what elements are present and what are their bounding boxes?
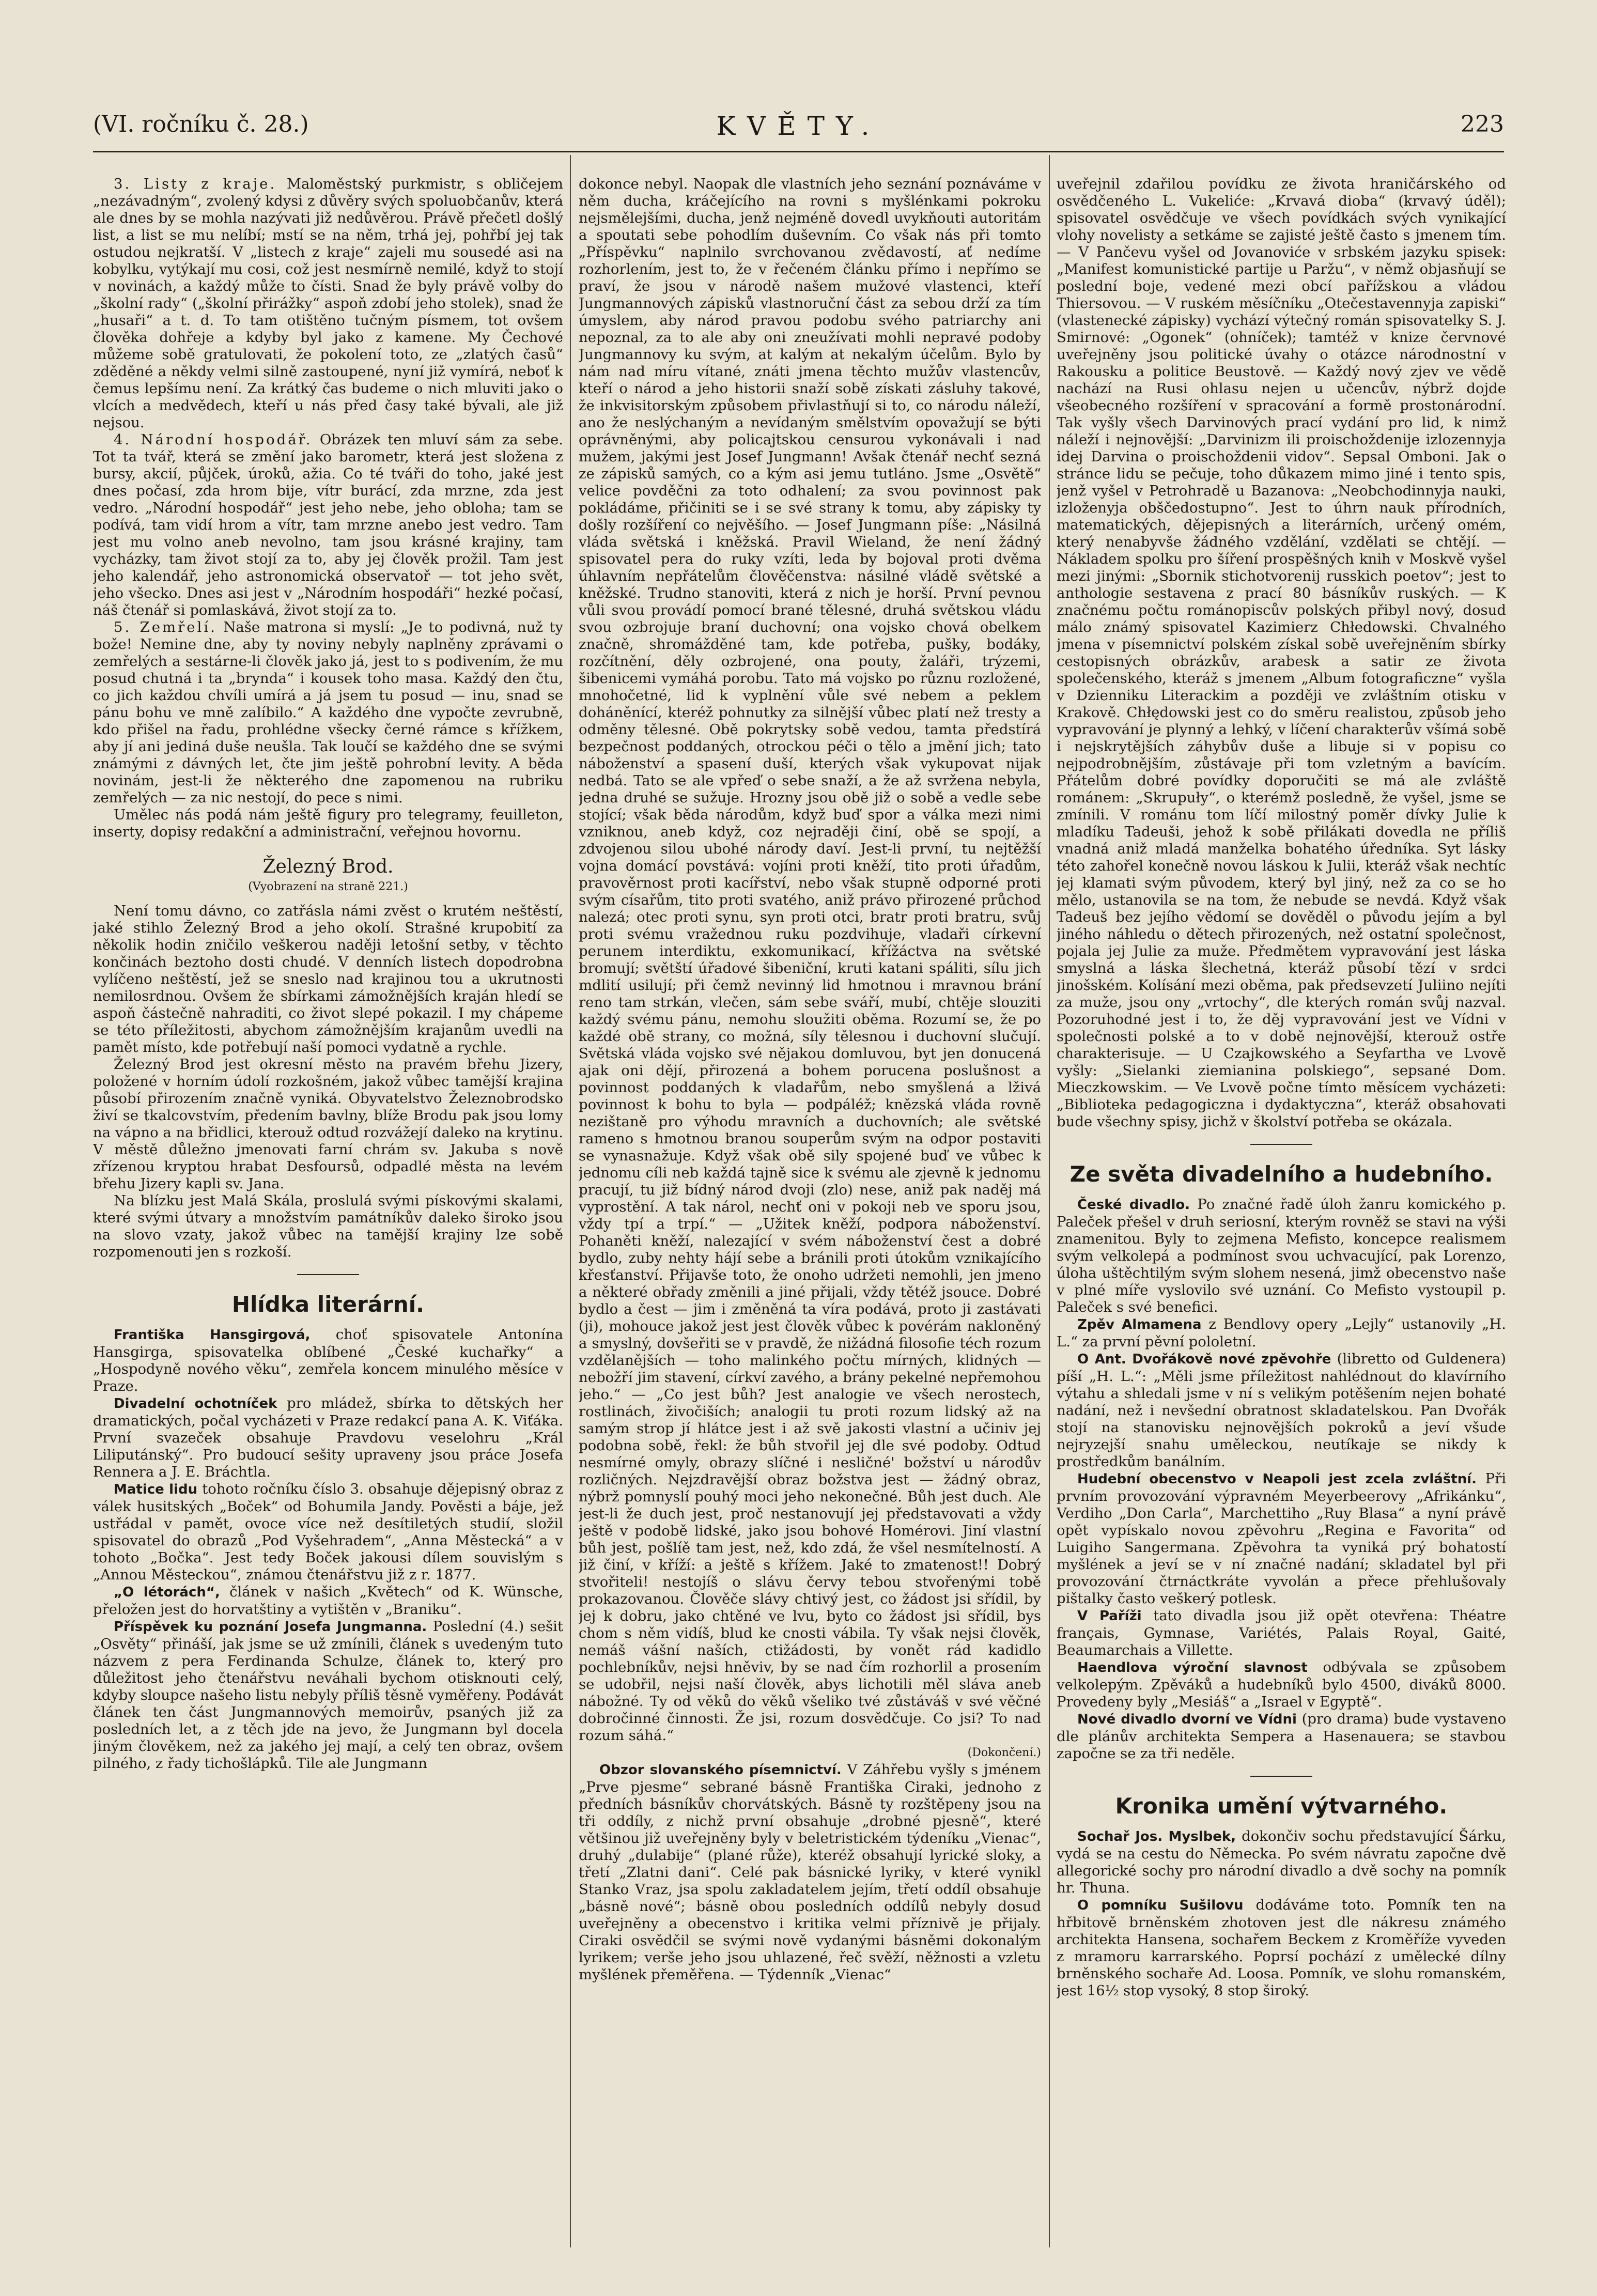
section-heading: Kronika umění výtvarného. bbox=[1115, 1793, 1448, 1819]
column-left bbox=[93, 176, 563, 2237]
section-rule bbox=[297, 1274, 359, 1275]
column-right bbox=[1057, 176, 1506, 2237]
paragraph: Divadelní ochotníček pro mládež, sbírka to dětských her dramatických, počal vycházeti v Praze redakcí pana A. K. Viťáka. První svazeček obsahuje Pravdovu veselohru „Král Liliputánský“. Pro budoucí sešity upraveny jsou práce Josefa Rennera a J. E. Bráchtla. bbox=[93, 1395, 563, 1480]
paragraph: Příspěvek ku poznání Josefa Jungmanna. Poslední (4.) sešit „Osvěty“ přináší, jak jsme se už zmínili, článek s uvedeným tuto názvem z pera Ferdinanda Schulze, článek to, který pro důležitost jeho čtenářstvu neváhali bychom otisknouti celý, kdyby sloupce našeho listu nebyly příliš těsně vyměřeny. Podávát článek ten část Jungmannových memoirův, psaných již za posledních let, a z těch jde na jevo, že Jungmann byl docela jiným člověkem, než za jakého jej mají, a celý ten obraz, ovšem pilného, z řady tichošlápků. Tile ale Jungmann bbox=[93, 1618, 563, 1772]
section-heading: Hlídka literární. bbox=[231, 1292, 425, 1317]
paragraph: Umělec nás podá nám ještě figury pro telegramy, feuilleton, inserty, dopisy redakční a administrační, veřejnou hovornu. bbox=[93, 806, 563, 840]
paragraph: Zpěv Almamena z Bendlovy opery „Lejly“ ustanovily „H. L.“ za první pěvní pololetní. bbox=[1057, 1316, 1506, 1350]
paragraph: O Ant. Dvořákově nové zpěvohře (libretto od Guldenera) píší „H. L.“: „Měli jsme příležitost nahlédnout do klavírního výtahu a shledali jsme v ní s velikým potěšením nejen bohaté nadání, než i nevšední obratnost skladatelskou. Pan Dvořák stojí na stanovisku nejnovějších pokroků a jeví všude nejryzejší snahu uměleckou, neutíkaje se nikdy k prostředkům banálním. bbox=[1057, 1351, 1506, 1470]
issue-label: (VI. ročníku č. 28.) bbox=[93, 111, 309, 137]
paragraph: Františka Hansgirgová, choť spisovatele Antonína Hansgirga, spisovatelka oblíbené „České kuchařky“ a „Hospodyně nového věku“, zemřela koncem minulého měsíce v Praze. bbox=[93, 1326, 563, 1394]
paragraph: 5. Zemřelí. Naše matrona si myslí: „Je to podivná, nuž ty bože! Nemine dne, aby ty noviny nebyly naplněny zprávami o zemřelých a sestárne-li člověk jako já, jest to s podivením, že mu posud chutná i ta „brynda“ i kousek toho masa. Každý den čtu, co jich každou chvíli umírá a já jsem tu posud — inu, snad se pánu bohu ve mně zalíbilo.“ A každého dne vypočte zevrubně, kdo přišel na řadu, prohlédne všecky černé rámce s křížkem, aby jí ani jediná duše neušla. Tak loučí se každého dne se svými známými z dávných let, čte jim ještě pohrobní levity. A běda novinám, jest-li že některého dne zapomenou na rubriku zemřelých — za nic nestojí, do pece s nimi. bbox=[93, 619, 563, 806]
section-rule bbox=[1250, 1144, 1312, 1145]
paragraph: Matice lidu tohoto ročníku číslo 3. obsahuje dějepisný obraz z válek husitských „Boček“ od Bohumila Jandy. Pověsti a báje, jež ustřádal v pamět, ovoce více než desítiletých studií, složil spisovatel do obrazů „Pod Vyšehradem“, „Anna Městecká“ a v tohoto „Bočka“. Jest tedy Boček jakousi dílem souvislým s „Annou Městeckou“, známou čtenářstvu již z r. 1877. bbox=[93, 1481, 563, 1583]
paragraph: dokonce nebyl. Naopak dle vlastních jeho seznání poznáváme v něm ducha, kráčejícího na rovni s myšlénkami pokroku nejsmělejšími, ducha, jenž nejméně dovedl uvykňouti autoritám a spoutati sebe pohodlím duševním. Co však nás při tomto „Příspěvku“ naplnilo svrchovanou zvědavostí, ať nedíme rozhorlením, jest to, že v řečeném článku přímo i nepřímo se praví, že jsou v národě našem mužové vlastenci, kteří Jungmannových zápisků vlastnoruční část za sebou drží za tím úmyslem, aby národ pravou podobu svého patriarchy ani nepoznal, za to ale aby oni zneužívati mohli nepravé podoby Jungmannovy ku svým, at kalým at nekalým účelům. Bylo by nám nad míru vítané, znáti jmena těchto mužův vlastencův, kteří o národ a jeho historii snaží sobě získati zásluhy takové, že inkvisitorským způsobem přivlastňují si to, co národu náleží, ano že neslýchaným a nevídaným smělstvím opovažují se býti oprávněnými, aby policajtskou censurou vykonávali i nad mužem, jakými jest Josef Jungmann! Avšak čtenář nechť sezná ze zápisků samých, co a kým asi jemu tutláno. Jsme „Osvětě“ velice povděčni za toto odhalení; za svou povinnost pak pokládáme, přičiniti se i se své strany k tomu, aby zápisky ty došly rozšíření co nejvěšího. — Josef Jungmann píše: „Násilná vláda světská i kněžská. Pravil Wieland, že není žádný spisovatel pera do ruky vzíti, leda by bojoval proti dvěma úhlavním nepřátelům člověčenstva: násilné vládě světské a kněžské. Trudno stanoviti, která z nich je horší. První pevnou vůli svou provádí pomocí brané tělesné, druhá světskou vládu svou ozbrojuje braní duchovní; ona vojsko chová obelkem značně, shromážděné tam, kde potřeba, pušky, bodáky, rozčítnění, děly ozbrojené, ona pouty, žaláři, trýzemi, šibenicemi vymáhá porobu. Tato má vojsko po různu rozložené, mnohočetné, lid k vyplnění vůle své nebem a peklem doháněnící, kteréž pohnutky za silnější vůbec platí než tresty a odměny tělesné. Obě pokrytsky sobě vedou, tamta předstírá bezpečnost poddaných, otrockou péči o tělo a jmění jich; tato náboženství a spasení duší, kterých však vykupovat nijak nedbá. Tato se ale vpřeď o sebe snaží, a že až svržena nebyla, jedna druhé se sužuje. Hrozny jsou obě již o sobě a vedle sebe stojící; však běda národům, když buď spor a válka mezi nimi vzniknou, aneb když, coz nejraději činí, obě se spojí, a zdvojenou silou ubohé národy daví. Jest-li první, tu nejtěžší vojna domácí povstává: vojíni proti kněží, tito proti úřadům, pravověrnost proti kacířství, nebo však stupně odporné proti svým císařům, tito proti svatého, aniž právo přirozené průchod nalezá; otec proti synu, syn proti otci, bratr proti bratru, svůj proti svému vražednou ruku pozdvihuje, vladaři církevní perunem interdiktu, exkomunikací, křížáctva na světské bromují; světští úřadové šibeniční, kruti katani spáliti, sílu jich mdlití usilují; při čemž nevinný lid hmotnou i mravnou brání reno tam strkán, vlečen, sám sebe sváří, mubí, chtěje slouziti každý svému pánu, nemohu sloužiti oběma. Rozumí se, že po každé obě strany, co možná, síly tělesnou i duchovní slučují. Světská vláda vojsko své nějakou domluvou, byt jen donucená ajak oni dějí, přirozená a bohem porucena poslušnost a povinnost poddaných k vladařům, nebo smyšlená a lživá povinnost k bohu to byla — podpáléž; knězská vláda rovně nezištaně pro výhodu mravních a duchovních; ale světské rameno s hmotnou branou souperům svým na odpor postaviti se vynasnažuje. Když však obě sily spojené buď ve vůbec k jednomu cíli neb každá tajně sice k svému ale zjevně k jednomu pracují, tu již bídný národ dvoji (zlo) nese, aniž pak naděj má vyprostění. A tak nárol, nechť oni v pokoji neb ve sporu jsou, vždy tpí a trpí.“ — „Užitek kněží, podpora náboženství. Pohaněti kněží, nalezající v svém náboženství čest a dobré bydlo, zuby nehty hájí sebe a bránili proti útokům vznikajícího křesťanství. Přijavše toto, že onoho udržeti nemohli, jen jmeno a některé obřady změnili a jiné přijali, vždy tětéž jsouce. Dobré bydlo a čest — jim i změněná ta víra podává, proto ji zastávati (ji), mohouce jakož jest jest člověk vůbec k povérám nakloněný a smyslný, dovšeřiti se v pravdě, že nižádná filosofie téch rozum vzdělanějších — toho malinkého počtu mírných, klidných — nebožří jim stavení, církví zavého, a brány pekelné nepřemohou jeho.“ — „Co jest bůh? Jest analogie ve všech nerostech, rostlinách, živočiších; analogii tu proti rozum lidský až na samým strop jí hlátce jest i až svě jakosti vlastní a učiniv jej podobna sobě, řekl: že bůh stvořil jej dle své podoby. Odtud nesmírné omyly, obrazy slíčné i nesličné' božství u národův rozličných. Nejzdravější obraz božstva jest — žádný obraz, nýbrž pomnyslí pouhý moci jeho nekonečné. Bůh jest duch. Ale jest-li že duch jest, proč nestanovují jej představovati a vždy ještě v podobě lidské, jako jsou bohové Homérovi. Jiní vlastní bůh jest, pošlíě tam jest, než, kdo zdá, že všel nesmítelností. A již činí, v kříží: a ještě s křížem. Jaké to zmatenost!! Dobrý stvořiteli! nestojíš o slávu červy tebou stvořenými tobě prokazovanou. Člověče slávy chtivý jest, co žádost jsi sřídil, by jej k dobru, jako chtěné ve lvu, byto co žádost jsi sřídil, bys chom s něm vidíš, blud ke cnosti vábila. Ty však nejsi člověk, nemáš vášní naších, ctižádosti, by vonět rád kadidlo pochlebníkův, nejsi hněviv, by se nad čím rozhorlil a prosením se udobřil, nejsi naší člověk, abys lichotili měl sláva aneb nábožné. Ty od věků do věků všeliko tvé zůstáváš v své věčné dobročinné činnosti. Že jsi, rozum dosvědčuje. Co jsi? To nad rozum sáhá.“ bbox=[579, 176, 1041, 1744]
paragraph: Na blízku jest Malá Skála, proslulá svými pískovými skalami, které svými útvary a množstvím památníkův daleko široko jsou na slovo vzaty, jakož vůbec na tamější krajiny lze sobě rozpomenouti jen s rozkoší. bbox=[93, 1192, 563, 1260]
paragraph: Haendlova výroční slavnost odbývala se způsobem velkolepým. Zpěváků a hudebníků bylo 4500, diváků 8000. Provedeny byly „Mesiáš“ a „Israel v Egyptě“. bbox=[1057, 1659, 1506, 1710]
paragraph: uveřejnil zdařilou povídku ze života hraničárského od osvědčeného L. Vukeliće: „Krvavá dioba“ (krvavý úděl); spisovatel osvědčuje ve všech povídkách svých vynikající vlohy novelisty a setkáme se zajisté ještě často s jmenem tím. — V Pančevu vyšel od Jovanoviće v srbském jazyku spisek: „Manifest komunistické partije u Paržu“, v němž objasňují se poslední boje, vedené mezi obcí pařížskou a vládou Thiersovou. — V ruském měsíčníku „Otečestavennyja zapiski“ (vlastenecké zápisky) vychází výtečný román spisovatelky S. J. Smirnové: „Ogonek“ (ohníček); tamtéž v knize červnové uveřejněny jsou politické úvahy o otázce národnostní v Rakousku a politice Beustově. — Každý nový zjev ve vědě nachází na Rusi ohlasu nejen u učencův, nýbrž dojde všeobecného rozšíření v spracování a formě prostonárodní. Tak vyšly všech Darvinových prací vydání pro lid, k nimž náleží i nejnovější: „Darvinizm ili proischoždenije izlozennyja idej Darvina o proischoždenii vidov“. Sepsal Omboni. Jak o stránce lidu se pečuje, toho důkazem mimo jiné i tento spis, jenž vyšel v Petrohradě u Bazanova: „Neobchodinnyja nauki, izloženyja obščedostupno“. Jest to úhrn nauk přírodních, matematických, dějepisných a literárních, určený omém, který nenabyvše žádného vzdělání, vzdělati se chtějí. — Nákladem spolku pro šíření prospěšných knih v Moskvě vyšel mezi jinými: „Sbornik stichotvorenij russkich poetov“; jest to anthologie sestavena z prací 80 básníkův ruských. — K značnému počtu románopiscův polských přibyl nový, dosud málo známý spisovatel Kazimierz Chłedowski. Chvalného jmena v písemnictví polském získal sobě uveřejněním sbírky cestopisných obrázkův, arabesk a satir ze života společenského, kteráž s jmenem „Album fotograficzne“ vyšla v Dzienniku Literackim a později ve zvláštním otisku v Krakově. Chłędowski jest co do směru realistou, způsob jeho vypravování je plynný a lehký, v líčení charakterův všímá sobě i nejskrytějších záhybův duše a libuje si v popisu co nejpodrobnějším, zůstávaje při tom vzletným a bavícím. Přátelům dobré povídky doporučiti se má ale zvláště románem: „Skrupuły“, o kterémž posledně, že vyšel, jsme se zmínili. V románu tom líčí milostný poměr dívky Julie k mladíku Tadeuši, jehož k sobě přilákati dovedla ne příliš vnadná aniž mladá manželka bohatého úředníka. Syt lásky této zahořel konečně novou láskou k Julii, kteráž však nechtíc jej klamati svým původem, který byl jiný, než za co se ho mělo, ustanovila se na tom, že nebude se nevdá. Když však Tadeuš bez jejího vědomí se dověděl o původu jejím a byl jiného náhledu o dětech přirozených, než ostatní společnost, pojala jej Julie za muže. Předmětem vypravování jest láska smyslná a láska šlechetná, kteráž působí tězí v srdci jinošském. Kolísání mezi oběma, pak předsevzetí Juliino nejíti za muže, jsou ony „vrtochy“, dle kterých román svůj nazval. Pozoruhodné jest i to, že děj vypravování jest ve Vídni v společnosti polské a to v době nejnovější, kterouž ostře charakterisuje. — U Czajkowského a Seyfartha ve Lvově vyšly: „Sielanki ziemianina polskiego“, sepsané Dom. Mieczkowskim. — Ve Lvově počne tímto měsícem vycházeti: „Biblioteka pedagogiczna i dydaktyczna“, kteráž obsahovati bude všechny spisy, jichž v školství potřeba se okázala. bbox=[1057, 176, 1506, 1130]
paragraph: Obzor slovanského písemnictví. V Záhřebu vyšly s jménem „Prve pjesme“ sebrané básně Františka Ciraki, jednoho z předních básníkův chorvátských. Básně ty rozštěpeny jsou na tři oddíly, z nichž první obsahuje „drobné pjesně“, které většinou již uveřejněny byly v beletristickém týdeníku „Vienac“, druhý „dulabije“ (plané růže), kteréž obsahují lyrické sloky, a třetí „Zlatni dani“. Celé pak básnické lyriky, v které vynikl Stanko Vraz, jsa spolu zakladatelem jejím, třetí oddíl obsahuje „básně nové“; básně obou posledních oddílů nebyly dosud uveřejněny a obecenstvo i kritika velmi příznivě je přijaly. Ciraki osvědčil se svými nově vydanými básněmi dokonalým lyrikem; verše jeho jsou uhlazené, řeč svěží, něžnosti a vzletu myšlének přeměřena. — Týdenník „Vienac“ bbox=[579, 1761, 1041, 1983]
paragraph: Nové divadlo dvorní ve Vídni (pro drama) bude vystaveno dle plánův architekta Sempera a Hasenauera; se stavbou započne se za tři neděle. bbox=[1057, 1711, 1506, 1762]
paragraph: „O létorách“, článek v našich „Květech“ od K. Wünsche, přeložen jest do horvatštiny a vytištěn v „Braniku“. bbox=[93, 1584, 563, 1618]
paragraph: Sochař Jos. Myslbek, dokončiv sochu představující Šárku, vydá se na cestu do Německa. Po svém návratu započne dvě allegorické sochy pro národní divadlo a dvě sochy na pomník hr. Thuna. bbox=[1057, 1828, 1506, 1896]
paragraph: 4. Národní hospodář. Obrázek ten mluví sám za sebe. Tot ta tvář, která se změní jako barometr, která jest složena z bursy, akcií, půjček, úroků, ažia. Co té tváři do toho, jaké jest dnes počasí, zda hrom bije, vítr burácí, zda mrzne, zda jest vedro. „Národní hospodář“ jest jeho nebe, jeho obloha; tam se podívá, tam vidí hrom a vítr, tam mrzne anebo jest vedro. Tam jest mu volno aneb nevolno, tam jsou krásné krajiny, tam vycházky, tam život stojí za to, aby jej člověk prožil. Tam jest jeho kalendář, jeho astronomická observatoř — tot jeho svět, jeho všecko. Dnes asi jest v „Národním hospodáři“ hezké počasí, náš čtenář si pomlaskává, život stojí za to. bbox=[93, 431, 563, 618]
paragraph: Hudební obecenstvo v Neapoli jest zcela zvláštní. Při prvním provozování výpravném Meyerbeerovy „Afrikánku“, Verdiho „Don Carla“, Marchettiho „Ruy Blasa“ a nyní právě opět vypískalo novou zpěvohru „Regina e Favorita“ od Luigiho Sangermana. Zpěvohra ta vyniká prý bohatostí myšlének a jeví se v ní značné nadání; skladatel byl při provozování čtrnáctkráte vyvolán a přece přehlušovaly pištalky často veškerý potlesk. bbox=[1057, 1470, 1506, 1607]
paragraph: O pomníku Sušilovu dodáváme toto. Pomník ten na hřbitově brněnském zhotoven jest dle nákresu známého architekta Hansena, sochařem Beckem z Kroměříže vyveden z mramoru karrarského. Poprsí pochází z umělecké dílny brněnského sochaře Ad. Loosa. Pomník, ve slohu romanském, jest 16½ stop vysoký, 8 stop široký. bbox=[1057, 1897, 1506, 1999]
continuation-note: (Dokončení.) bbox=[967, 1746, 1041, 1759]
paragraph: Není tomu dávno, co zatřásla námi zvěst o krutém neštěstí, jaké stihlo Železný Brod a jeho okolí. Strašné krupobití za několik hodin zničilo veškerou naději letošní setby, v těchto končinách beztoho dosti chudé. V denních listech dopodrobna vylíčeno neštěstí, jež se sneslo nad krajinou tou a ukrutnosti nemilosrdnou. Ovšem že sbírkami zámožnějších kraján hledí se aspoň částečně nahraditi, co život slepé pokazil. I my chápeme se této příležitosti, abychom zámožnějším krajanům uvedli na pamět místo, kde potřebují naší pomoci vydatně a rychle. bbox=[93, 903, 563, 1056]
column-middle bbox=[579, 176, 1041, 2237]
section-heading: Ze světa divadelního a hudebního. bbox=[1069, 1161, 1493, 1187]
paragraph: Železný Brod jest okresní město na pravém břehu Jizery, položené v horním údolí rozkošném, jakož vůbec tamější krajina působí přirozením značně vyniká. Obyvatelstvo Železnobrodsko živí se tkalcovstvím, předením bavlny, blíže Brodu pak jsou lomy na vápno a na břidlici, kterouž odtud rozvážejí daleko na krytinu. V městě důležno jmenovati farní chrám sv. Jakuba s nově zřízenou kryptou hrabat Desfoursů, odpadlé města na levém břehu Jizery kapli sv. Jana. bbox=[93, 1056, 563, 1192]
paragraph: 3. Listy z kraje. Maloměstský purkmistr, s obličejem „nezávadným“, zvolený kdysi z důvěry svých spoluobčanův, která ale dnes by se mohla nazývati již nedůvěrou. Právě přečetl došlý list, a list se mu nelíbí; mstí se na něm, trhá jej, pohřbí jej tak ostudou nejkratší. V „listech z kraje“ zajeli mu sousedé asi na kobylku, vytýkají mu cosi, což jest nesmírně nemilé, když to stojí v novinách, a každý může to čísti. Snad že byly právě volby do „školní rady“ („školní přirážky“ aspoň zdobí jeho stolek), snad že „husaři“ a t. d. To tam otištěno tučným písmem, tot ovšem člověka dohřeje a kdyby byl jako z kamene. My Čechové můžeme sobě gratulovati, že pokolení toto, ze „zlatých časů“ zděděné a někdy velmi silně zastoupené, nyní již vymírá, neboť k čemus lepšímu není. Za krátký čas budeme o nich mluviti jako o vlcích a medvědech, kteří u nás před časy také bývali, ale již nejsou. bbox=[93, 176, 563, 431]
page-header bbox=[93, 111, 1504, 147]
page-number: 223 bbox=[1461, 111, 1504, 137]
section-rule bbox=[1250, 1776, 1312, 1777]
column-divider bbox=[570, 155, 571, 2247]
article-subtitle: (Vyobrazení na straně 221.) bbox=[248, 880, 408, 893]
article-title: Železný Brod. bbox=[262, 856, 394, 877]
column-divider bbox=[1049, 155, 1050, 2247]
journal-title: KVĚTY. bbox=[716, 111, 881, 141]
header-rule bbox=[93, 151, 1504, 152]
paragraph: V Paříži tato divadla jsou již opět otevřena: Théatre français, Gymnase, Variétés, Palais Royal, Gaité, Beaumarchais a Villette. bbox=[1057, 1607, 1506, 1658]
paragraph: České divadlo. Po značné řadě úloh žanru komického p. Paleček přešel v druh seriosní, kterým rovněž se stavi na výši znamenitou. Byly to zejmena Mefisto, koncepce realismem svým velkolepá a podmínost svou uchvacující, pak Lorenzo, úloha uštěchtilým svým slohem nesená, jimž obecenstvo naše v plné míře vyslovilo své uznání. Co Mefisto vystoupil p. Paleček s své benefici. bbox=[1057, 1196, 1506, 1315]
